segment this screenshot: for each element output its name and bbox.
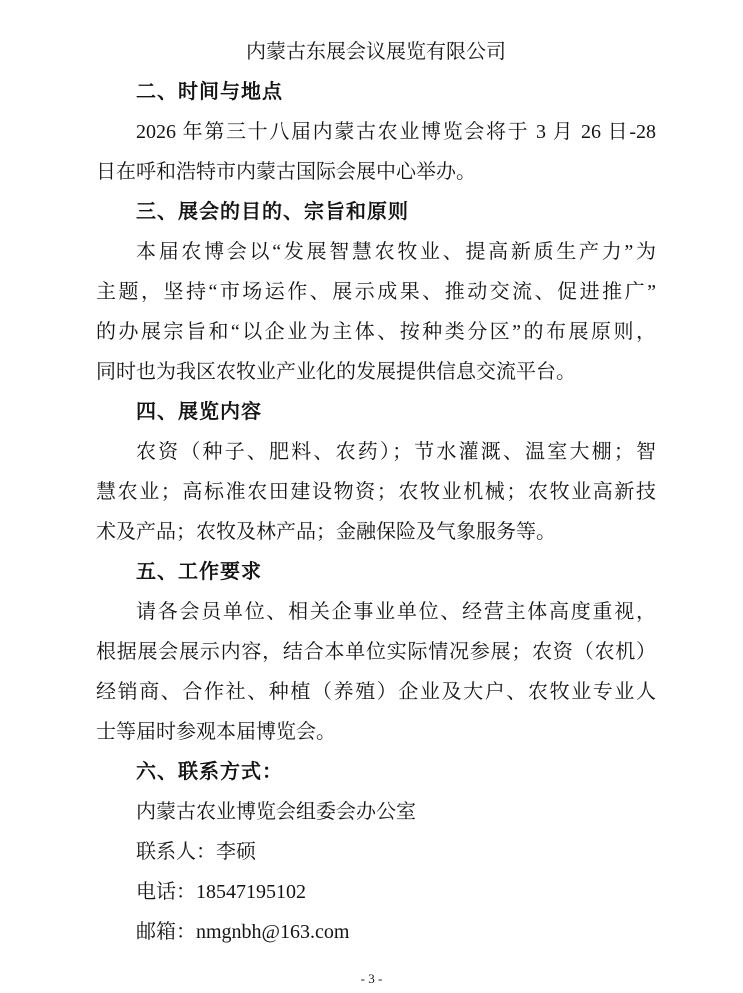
body-line: 的办展宗旨和“以企业为主体、按种类分区”的布展原则， (96, 321, 656, 343)
document-content (96, 32, 656, 952)
page-number: - 3 - (360, 971, 383, 986)
contact-line-email: 邮箱：nmgnbh@163.com (136, 921, 350, 943)
contact-line-office: 内蒙古农业博览会组委会办公室 (136, 801, 416, 823)
company-title: 内蒙古东展会议展览有限公司 (246, 41, 506, 63)
section-heading-exhibit-content: 四、展览内容 (136, 401, 262, 423)
body-line: 经销商、合作社、种植（养殖）企业及大户、农牧业专业人 (96, 681, 656, 703)
body-line: 根据展会展示内容，结合本单位实际情况参展；农资（农机） (96, 641, 656, 663)
body-line: 请各会员单位、相关企事业单位、经营主体高度重视， (136, 601, 656, 623)
body-line: 主题，坚持“市场运作、展示成果、推动交流、促进推广” (96, 281, 656, 303)
section-heading-time-place: 二、时间与地点 (136, 81, 283, 103)
body-line: 2026 年第三十八届内蒙古农业博览会将于 3 月 26 日-28 (136, 121, 656, 143)
contact-line-person: 联系人：李硕 (136, 841, 256, 863)
body-line: 同时也为我区农牧业产业化的发展提供信息交流平台。 (96, 361, 576, 383)
section-heading-contact: 六、联系方式： (136, 761, 283, 783)
contact-line-phone: 电话：18547195102 (136, 881, 306, 903)
body-line: 术及产品；农牧及林产品；金融保险及气象服务等。 (96, 521, 556, 543)
body-line: 本届农博会以“发展智慧农牧业、提高新质生产力”为 (136, 241, 656, 263)
body-line: 士等届时参观本届博览会。 (96, 721, 336, 743)
section-heading-work-requirements: 五、工作要求 (136, 561, 262, 583)
body-line: 日在呼和浩特市内蒙古国际会展中心举办。 (96, 161, 476, 183)
body-line: 慧农业；高标准农田建设物资；农牧业机械；农牧业高新技 (96, 481, 656, 503)
body-line: 农资（种子、肥料、农药）；节水灌溉、温室大棚；智 (136, 441, 656, 463)
section-heading-purpose: 三、展会的目的、宗旨和原则 (136, 201, 409, 223)
